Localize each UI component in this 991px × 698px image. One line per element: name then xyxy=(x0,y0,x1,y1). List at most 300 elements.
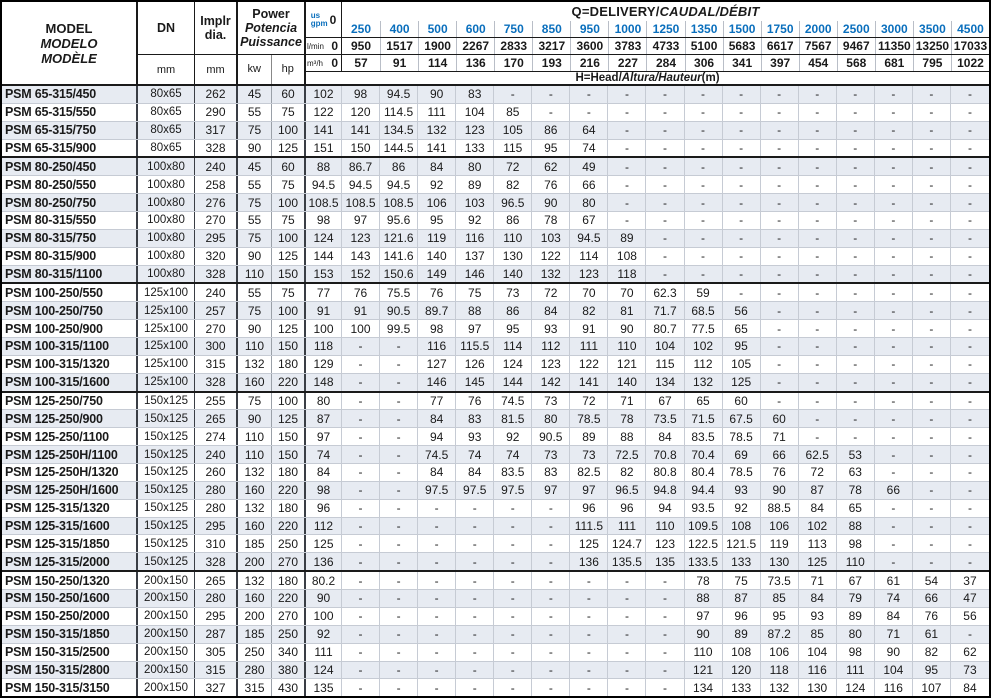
head-value-cell: 88 xyxy=(685,590,723,607)
hp-cell: 100 xyxy=(272,302,306,319)
head-value-cell: - xyxy=(494,500,532,517)
model-cell: PSM 125-315/2000 xyxy=(2,553,138,570)
impeller-dia-cell: 327 xyxy=(195,679,238,696)
dn-cell: 150x125 xyxy=(138,518,195,535)
head-value-cell: 116 xyxy=(456,230,494,247)
head-value-cell: - xyxy=(967,501,972,516)
head-value-cell: - xyxy=(837,428,875,445)
lmin-unit-label: l/min xyxy=(307,41,324,51)
dn-cell: 80x65 xyxy=(138,122,195,139)
head-value-cell: 123 xyxy=(342,230,380,247)
gpm-column-header: 500 xyxy=(418,21,456,37)
head-value-cell: 74 xyxy=(875,590,913,607)
head-value-cell: 153 xyxy=(306,266,342,283)
head-value-cell: 60 xyxy=(761,410,799,427)
impeller-dia-cell: 328 xyxy=(195,266,238,283)
head-value-cell: 73 xyxy=(570,446,608,463)
head-value-cell: 110 xyxy=(494,230,532,247)
head-value-cell: - xyxy=(608,122,646,139)
head-value-cell: - xyxy=(723,266,761,283)
head-value-cell: 63 xyxy=(837,464,875,481)
head-value-cell: - xyxy=(837,393,875,410)
head-value-cell: 129 xyxy=(306,356,342,373)
head-value-cell: - xyxy=(646,679,684,696)
head-value-cell: - xyxy=(532,608,570,625)
kw-cell: 90 xyxy=(238,410,272,427)
head-value-cell: - xyxy=(342,356,380,373)
head-value-cell: 146 xyxy=(456,266,494,283)
head-value-cell: 75 xyxy=(723,572,761,589)
head-value-cell: 83.5 xyxy=(494,464,532,481)
head-value-cell: - xyxy=(967,285,972,300)
head-value-cell: - xyxy=(913,320,951,337)
head-value-cell: 77.5 xyxy=(685,320,723,337)
head-value-cell: 98 xyxy=(837,535,875,552)
hp-cell: 270 xyxy=(272,608,306,625)
head-value-cell: - xyxy=(494,553,532,570)
head-value-cell: 84 xyxy=(418,410,456,427)
head-value-cell: - xyxy=(799,194,837,211)
head-value-cell: - xyxy=(380,428,418,445)
head-value-cell: 88 xyxy=(837,518,875,535)
head-value-cell: 97.5 xyxy=(456,482,494,499)
dn-cell: 200x150 xyxy=(138,662,195,679)
head-value-cell: - xyxy=(685,176,723,193)
head-value-cell: 88 xyxy=(608,428,646,445)
lmin-header-row xyxy=(342,38,989,54)
head-value-cell: - xyxy=(570,572,608,589)
head-value-cell: - xyxy=(913,212,951,229)
head-value-cell: - xyxy=(456,535,494,552)
head-value-cell: 134 xyxy=(685,679,723,696)
head-value-cell: 81.5 xyxy=(494,410,532,427)
head-value-cell: 122 xyxy=(532,248,570,265)
head-value-cell: - xyxy=(967,303,972,318)
head-value-cell: - xyxy=(875,428,913,445)
head-value-cell: 109.5 xyxy=(685,518,723,535)
head-value-cell: - xyxy=(761,212,799,229)
head-value-cell: 150.6 xyxy=(380,266,418,283)
head-value-cell: 104 xyxy=(456,104,494,121)
head-value-cell: 108 xyxy=(723,644,761,661)
head-value-cell: 143 xyxy=(342,248,380,265)
head-value-cell: - xyxy=(875,535,913,552)
head-value-cell: 71 xyxy=(608,393,646,410)
table-row xyxy=(2,320,989,338)
head-value-cell: - xyxy=(456,590,494,607)
head-value-cell: - xyxy=(799,122,837,139)
head-value-cell: - xyxy=(342,679,380,696)
head-value-cell: 78.5 xyxy=(570,410,608,427)
head-value-cell: 141 xyxy=(342,122,380,139)
head-value-cell: 80 xyxy=(456,158,494,175)
kw-cell: 45 xyxy=(238,158,272,175)
head-value-cell: - xyxy=(875,320,913,337)
head-value-cell: - xyxy=(761,393,799,410)
head-value-cell: - xyxy=(342,338,380,355)
head-value-cell: - xyxy=(837,230,875,247)
hp-cell: 150 xyxy=(272,266,306,283)
model-cell: PSM 100-250/550 xyxy=(2,284,138,301)
dn-cell: 150x125 xyxy=(138,553,195,570)
gpm-column-header: 2000 xyxy=(799,21,837,37)
head-value-cell: - xyxy=(913,518,951,535)
head-value-cell: 108 xyxy=(723,518,761,535)
table-row xyxy=(2,176,989,194)
head-value-cell: - xyxy=(875,302,913,319)
head-value-cell: 80.2 xyxy=(306,572,342,589)
head-value-cell: 98 xyxy=(342,86,380,103)
head-value-cell: 76 xyxy=(418,284,456,301)
head-value-cell: 93.5 xyxy=(685,500,723,517)
head-value-cell: 98 xyxy=(418,320,456,337)
head-value-cell: 53 xyxy=(837,446,875,463)
head-value-cell: 82 xyxy=(608,464,646,481)
head-value-cell: - xyxy=(685,158,723,175)
lmin-column-header: 17033 xyxy=(951,38,989,54)
head-value-cell: 124.7 xyxy=(608,535,646,552)
head-value-cell: - xyxy=(342,500,380,517)
head-value-cell: - xyxy=(685,194,723,211)
head-value-cell: 127 xyxy=(418,356,456,373)
head-value-cell: - xyxy=(418,644,456,661)
head-value-cell: - xyxy=(761,230,799,247)
table-row xyxy=(2,122,989,140)
head-value-cell: 116 xyxy=(799,662,837,679)
hp-cell: 220 xyxy=(272,518,306,535)
head-value-cell: - xyxy=(837,302,875,319)
head-value-cell: 83 xyxy=(532,464,570,481)
head-value-cell: 93 xyxy=(456,428,494,445)
head-value-cell: 84 xyxy=(418,464,456,481)
lmin-column-header: 5683 xyxy=(723,38,761,54)
head-value-cell: - xyxy=(723,212,761,229)
model-header-cell xyxy=(2,2,138,84)
head-value-cell: - xyxy=(494,590,532,607)
head-value-cell: 132 xyxy=(761,679,799,696)
head-value-cell: - xyxy=(967,357,972,372)
table-row xyxy=(2,679,989,696)
head-value-cell: - xyxy=(913,140,951,157)
head-value-cell: - xyxy=(570,86,608,103)
head-value-cell: 94.5 xyxy=(570,230,608,247)
impeller-dia-cell: 305 xyxy=(195,644,238,661)
impeller-dia-cell: 300 xyxy=(195,338,238,355)
head-value-cell: - xyxy=(532,86,570,103)
head-value-cell: - xyxy=(494,518,532,535)
impeller-unit-mm: mm xyxy=(195,54,236,84)
head-value-cell: 125 xyxy=(723,374,761,391)
head-value-cell: 100 xyxy=(342,320,380,337)
head-value-cell: 146 xyxy=(418,374,456,391)
impeller-dia-cell: 240 xyxy=(195,446,238,463)
head-value-cell: 97 xyxy=(570,482,608,499)
head-value-cell: 124 xyxy=(837,679,875,696)
kw-cell: 75 xyxy=(238,393,272,410)
head-value-cell: - xyxy=(570,644,608,661)
kw-cell: 132 xyxy=(238,464,272,481)
dn-cell: 80x65 xyxy=(138,104,195,121)
head-value-cell: 76 xyxy=(913,608,951,625)
gpm-column-header: 950 xyxy=(570,21,608,37)
head-value-cell: 89 xyxy=(608,230,646,247)
head-value-cell: 100 xyxy=(306,608,342,625)
head-value-cell: - xyxy=(837,176,875,193)
kw-cell: 90 xyxy=(238,320,272,337)
head-value-cell: 88 xyxy=(456,302,494,319)
head-value-cell: - xyxy=(570,662,608,679)
head-value-cell: 151 xyxy=(306,140,342,157)
model-cell: PSM 125-250H/1320 xyxy=(2,464,138,481)
kw-cell: 75 xyxy=(238,230,272,247)
head-value-cell: - xyxy=(646,86,684,103)
head-value-cell: - xyxy=(913,482,951,499)
head-value-cell: - xyxy=(967,249,972,264)
head-value-cell: 111 xyxy=(418,104,456,121)
lmin-column-header: 1517 xyxy=(380,38,418,54)
head-value-cell: - xyxy=(799,158,837,175)
hp-cell: 125 xyxy=(272,320,306,337)
gpm-zero-cell xyxy=(306,2,342,37)
head-value-cell: 56 xyxy=(723,302,761,319)
head-value-cell: 90 xyxy=(761,482,799,499)
head-value-cell: - xyxy=(967,554,972,569)
model-cell: PSM 125-250/900 xyxy=(2,410,138,427)
hp-cell: 180 xyxy=(272,356,306,373)
head-value-cell: 83.5 xyxy=(685,428,723,445)
table-row xyxy=(2,230,989,248)
us-label: us xyxy=(310,10,321,20)
head-value-cell: - xyxy=(342,410,380,427)
head-value-cell: 130 xyxy=(761,553,799,570)
m3h-column-header: 341 xyxy=(723,55,761,71)
hp-cell: 60 xyxy=(272,86,306,103)
kw-cell: 110 xyxy=(238,428,272,445)
hp-cell: 125 xyxy=(272,248,306,265)
kw-cell: 185 xyxy=(238,535,272,552)
impeller-dia-cell: 315 xyxy=(195,356,238,373)
head-value-cell: 69 xyxy=(723,446,761,463)
head-value-cell: 80 xyxy=(532,410,570,427)
head-value-cell: 144.5 xyxy=(380,140,418,157)
dn-label: DN xyxy=(156,21,176,35)
head-value-cell: 80.4 xyxy=(685,464,723,481)
head-value-cell: - xyxy=(913,410,951,427)
head-value-cell: - xyxy=(456,572,494,589)
head-value-cell: - xyxy=(799,302,837,319)
impeller-dia-cell: 276 xyxy=(195,194,238,211)
head-value-cell: - xyxy=(837,374,875,391)
head-value-cell: 144 xyxy=(494,374,532,391)
head-value-cell: 74 xyxy=(306,446,342,463)
head-value-cell: - xyxy=(418,590,456,607)
head-value-cell: 71.7 xyxy=(646,302,684,319)
gpm-column-header: 250 xyxy=(351,22,372,36)
table-row xyxy=(2,338,989,356)
dn-cell: 100x80 xyxy=(138,266,195,283)
head-value-cell: - xyxy=(494,644,532,661)
head-value-cell: 119 xyxy=(761,535,799,552)
m3h-column-header: 397 xyxy=(761,55,799,71)
head-value-cell: 73 xyxy=(532,446,570,463)
head-value-cell: - xyxy=(646,248,684,265)
head-value-cell: 95 xyxy=(723,338,761,355)
head-value-cell: - xyxy=(875,140,913,157)
kw-cell: 90 xyxy=(238,248,272,265)
head-value-cell: 61 xyxy=(875,572,913,589)
head-value-cell: - xyxy=(913,302,951,319)
m3h-column-header: 227 xyxy=(608,55,646,71)
hp-cell: 250 xyxy=(272,626,306,643)
delivery-title xyxy=(342,2,989,21)
dn-cell: 100x80 xyxy=(138,158,195,175)
head-value-cell: 72 xyxy=(799,464,837,481)
head-value-cell: - xyxy=(875,194,913,211)
head-value-cell: - xyxy=(913,393,951,410)
head-value-cell: - xyxy=(723,104,761,121)
head-value-cell: - xyxy=(761,122,799,139)
m3h-column-header: 1022 xyxy=(951,55,989,71)
model-cell: PSM 100-250/900 xyxy=(2,320,138,337)
model-cell: PSM 80-315/1100 xyxy=(2,266,138,283)
impeller-dia-cell: 328 xyxy=(195,374,238,391)
head-value-cell: - xyxy=(761,320,799,337)
head-value-cell: 116 xyxy=(875,679,913,696)
head-value-cell: 132 xyxy=(685,374,723,391)
head-value-cell: - xyxy=(456,500,494,517)
head-value-cell: 100 xyxy=(306,320,342,337)
head-value-cell: 108.5 xyxy=(342,194,380,211)
impeller-dia-cell: 270 xyxy=(195,212,238,229)
head-value-cell: - xyxy=(913,194,951,211)
head-value-cell: 114.5 xyxy=(380,104,418,121)
head-value-cell: 118 xyxy=(761,662,799,679)
head-value-cell: - xyxy=(761,266,799,283)
head-value-cell: - xyxy=(761,248,799,265)
power-header-cell xyxy=(238,2,306,84)
head-value-cell: - xyxy=(913,553,951,570)
head-value-cell: 98 xyxy=(306,482,342,499)
head-value-cell: - xyxy=(967,159,972,174)
kw-cell: 110 xyxy=(238,266,272,283)
head-value-cell: 94.4 xyxy=(685,482,723,499)
head-value-cell: - xyxy=(380,590,418,607)
head-value-cell: 112 xyxy=(685,356,723,373)
head-value-cell: - xyxy=(723,248,761,265)
impeller-dia-cell: 320 xyxy=(195,248,238,265)
head-value-cell: 126 xyxy=(456,356,494,373)
head-value-cell: 91 xyxy=(342,302,380,319)
kw-cell: 132 xyxy=(238,572,272,589)
kw-unit-label: kw xyxy=(238,55,272,84)
impeller-dia-cell: 280 xyxy=(195,482,238,499)
head-value-cell: - xyxy=(967,429,972,444)
head-value-cell: 79 xyxy=(837,590,875,607)
lmin-column-header: 3783 xyxy=(608,38,646,54)
head-value-cell: - xyxy=(761,338,799,355)
head-value-cell: 112 xyxy=(532,338,570,355)
hp-cell: 75 xyxy=(272,212,306,229)
head-value-cell: - xyxy=(875,410,913,427)
impeller-dia-cell: 287 xyxy=(195,626,238,643)
head-value-cell: - xyxy=(761,158,799,175)
head-value-cell: - xyxy=(799,284,837,301)
flow-header-section xyxy=(306,2,989,84)
dn-cell: 100x80 xyxy=(138,212,195,229)
head-value-cell: 124 xyxy=(494,356,532,373)
head-value-cell: - xyxy=(913,176,951,193)
kw-cell: 160 xyxy=(238,518,272,535)
lmin-column-header: 13250 xyxy=(913,38,951,54)
impeller-dia-cell: 317 xyxy=(195,122,238,139)
head-value-cell: - xyxy=(875,374,913,391)
head-value-cell: 86 xyxy=(380,158,418,175)
kw-cell: 132 xyxy=(238,500,272,517)
lmin-zero-cell xyxy=(306,38,342,54)
impeller-dia-cell: 295 xyxy=(195,608,238,625)
head-value-cell: 118 xyxy=(306,338,342,355)
head-value-cell: 96 xyxy=(570,500,608,517)
head-value-cell: 66 xyxy=(875,482,913,499)
delivery-title-intl: CAUDAL/DÉBIT xyxy=(659,4,760,19)
head-value-cell: 111 xyxy=(837,662,875,679)
kw-cell: 55 xyxy=(238,104,272,121)
head-value-cell: 95 xyxy=(913,662,951,679)
impeller-dia-cell: 328 xyxy=(195,140,238,157)
head-value-cell: 90.5 xyxy=(532,428,570,445)
table-row xyxy=(2,248,989,266)
head-value-cell: - xyxy=(494,679,532,696)
gpm-column-header: 1750 xyxy=(761,21,799,37)
head-value-cell: 82 xyxy=(494,176,532,193)
head-value-cell: 96 xyxy=(608,500,646,517)
kw-cell: 250 xyxy=(238,644,272,661)
head-value-cell: 148 xyxy=(306,374,342,391)
head-value-cell: 114 xyxy=(570,248,608,265)
kw-cell: 75 xyxy=(238,302,272,319)
kw-cell: 110 xyxy=(238,446,272,463)
head-value-cell: - xyxy=(380,356,418,373)
head-value-cell: 133.5 xyxy=(685,553,723,570)
head-value-cell: - xyxy=(913,446,951,463)
head-value-cell: 65 xyxy=(837,500,875,517)
head-value-cell: 132 xyxy=(418,122,456,139)
head-value-cell: - xyxy=(913,266,951,283)
head-value-cell: 76 xyxy=(456,393,494,410)
head-value-cell: 70 xyxy=(608,284,646,301)
kw-cell: 45 xyxy=(238,86,272,103)
puissance-label: Puissance xyxy=(240,35,302,49)
head-value-cell: - xyxy=(913,374,951,391)
head-value-cell: 123 xyxy=(532,356,570,373)
head-value-cell: 72 xyxy=(494,158,532,175)
head-value-cell: - xyxy=(967,465,972,480)
head-value-cell: 67 xyxy=(837,572,875,589)
head-value-cell: 141.6 xyxy=(380,248,418,265)
head-value-cell: - xyxy=(761,140,799,157)
head-value-cell: - xyxy=(723,86,761,103)
head-value-cell: 97 xyxy=(456,320,494,337)
head-value-cell: - xyxy=(380,374,418,391)
head-value-cell: 85 xyxy=(799,626,837,643)
table-row xyxy=(2,590,989,608)
head-value-cell: 95.6 xyxy=(380,212,418,229)
gpm-column-header: 4500 xyxy=(951,21,989,37)
head-value-cell: - xyxy=(875,500,913,517)
model-cell: PSM 80-250/750 xyxy=(2,194,138,211)
head-value-cell: 105 xyxy=(494,122,532,139)
table-body xyxy=(2,86,989,696)
